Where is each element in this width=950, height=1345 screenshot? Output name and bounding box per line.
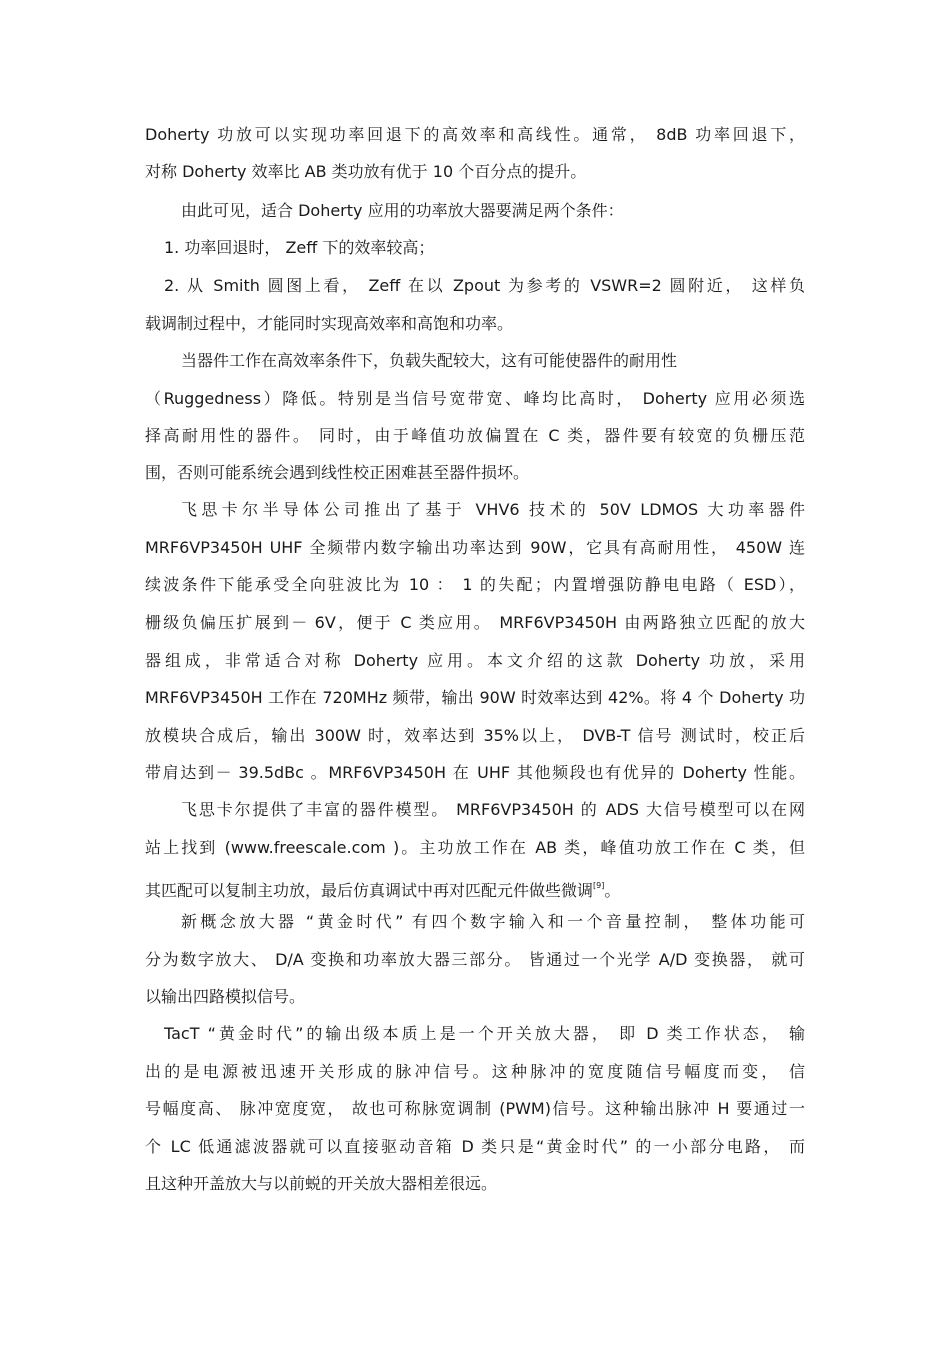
text-line: 飞思卡尔半导体公司推出了基于 VHV6 技术的 50V LDMOS 大功率器件 — [181, 500, 805, 519]
text-run: 。 — [604, 881, 621, 900]
text-line: 带肩达到－ 39.5dBc 。MRF6VP3450H 在 UHF 其他频段也有优异的 Doherty 性能。 — [145, 763, 805, 782]
text-line: TacT “黄金时代”的输出级本质上是一个开关放大器， 即 D 类工作状态， 输 — [164, 1024, 805, 1043]
text-line: （Ruggedness）降低。特别是当信号宽带宽、峰均比高时， Doherty 应用必须选 — [145, 389, 805, 408]
text-line: 由此可见，适合 Doherty 应用的功率放大器要满足两个条件： — [181, 201, 624, 220]
text-line: 以输出四路模拟信号。 — [145, 987, 306, 1006]
text-line: 新概念放大器 “黄金时代” 有四个数字输入和一个音量控制， 整体功能可 — [181, 912, 805, 931]
text-line: MRF6VP3450H UHF 全频带内数字输出功率达到 90W，它具有高耐用性， 450W 连 — [145, 538, 805, 557]
text-line: 择高耐用性的器件。 同时，由于峰值功放偏置在 C 类，器件要有较宽的负栅压范 — [145, 426, 805, 445]
list-item: 2. 从 Smith 圆图上看， Zeff 在以 Zpout 为参考的 VSWR=2 圆附近， 这样负 — [164, 276, 805, 295]
text-line: 围，否则可能系统会遇到线性校正困难甚至器件损坏。 — [145, 463, 530, 482]
text-run: 其匹配可以复制主功放，最后仿真调试中再对匹配元件做些微调 — [145, 881, 594, 900]
text-line: 飞思卡尔提供了丰富的器件模型。 MRF6VP3450H 的 ADS 大信号模型可以在网 — [181, 800, 805, 819]
text-line: 号幅度高、 脉冲宽度宽， 故也可称脉宽调制 (PWM)信号。这种输出脉冲 H 要通过一 — [145, 1099, 805, 1118]
text-line: Doherty 功放可以实现功率回退下的高效率和高线性。通常， 8dB 功率回退下， — [145, 125, 805, 144]
text-line: 个 LC 低通滤波器就可以直接驱动音箱 D 类只是“黄金时代” 的一小部分电路， 而 — [145, 1137, 805, 1156]
text-line: 栅级负偏压扩展到－ 6V，便于 C 类应用。 MRF6VP3450H 由两路独立匹配的放大 — [145, 613, 805, 632]
list-item: 1. 功率回退时， Zeff 下的效率较高； — [164, 238, 435, 257]
text-line: 器组成，非常适合对称 Doherty 应用。本文介绍的这款 Doherty 功放，采用 — [145, 651, 805, 670]
text-line: 当器件工作在高效率条件下，负载失配较大，这有可能使器件的耐用性 — [181, 351, 678, 370]
text-line: 放模块合成后，输出 300W 时，效率达到 35%以上， DVB-T 信号 测试时，校正后 — [145, 726, 805, 745]
text-line: 出的是电源被迅速开关形成的脉冲信号。这种脉冲的宽度随信号幅度而变， 信 — [145, 1062, 805, 1081]
text-line — [145, 875, 805, 902]
text-line: 站上找到 (www.freescale.com )。主功放工作在 AB 类，峰值功放工作在 C 类，但 — [145, 838, 805, 857]
text-line: 续波条件下能承受全向驻波比为 10 ： 1 的失配；内置增强防静电电路（ ESD）， — [145, 575, 805, 594]
text-line: 对称 Doherty 效率比 AB 类功放有优于 10 个百分点的提升。 — [145, 162, 587, 181]
text-line: 且这种开盖放大与以前蜕的开关放大器相差很远。 — [145, 1174, 498, 1193]
text-line: MRF6VP3450H 工作在 720MHz 频带，输出 90W 时效率达到 42%。将 4 个 Doherty 功 — [145, 688, 805, 707]
citation-ref: [9] — [593, 881, 605, 890]
text-line: 分为数字放大、 D/A 变换和功率放大器三部分。 皆通过一个光学 A/D 变换器， 就可 — [145, 950, 805, 969]
text-line: 载调制过程中，才能同时实现高效率和高饱和功率。 — [145, 314, 514, 333]
